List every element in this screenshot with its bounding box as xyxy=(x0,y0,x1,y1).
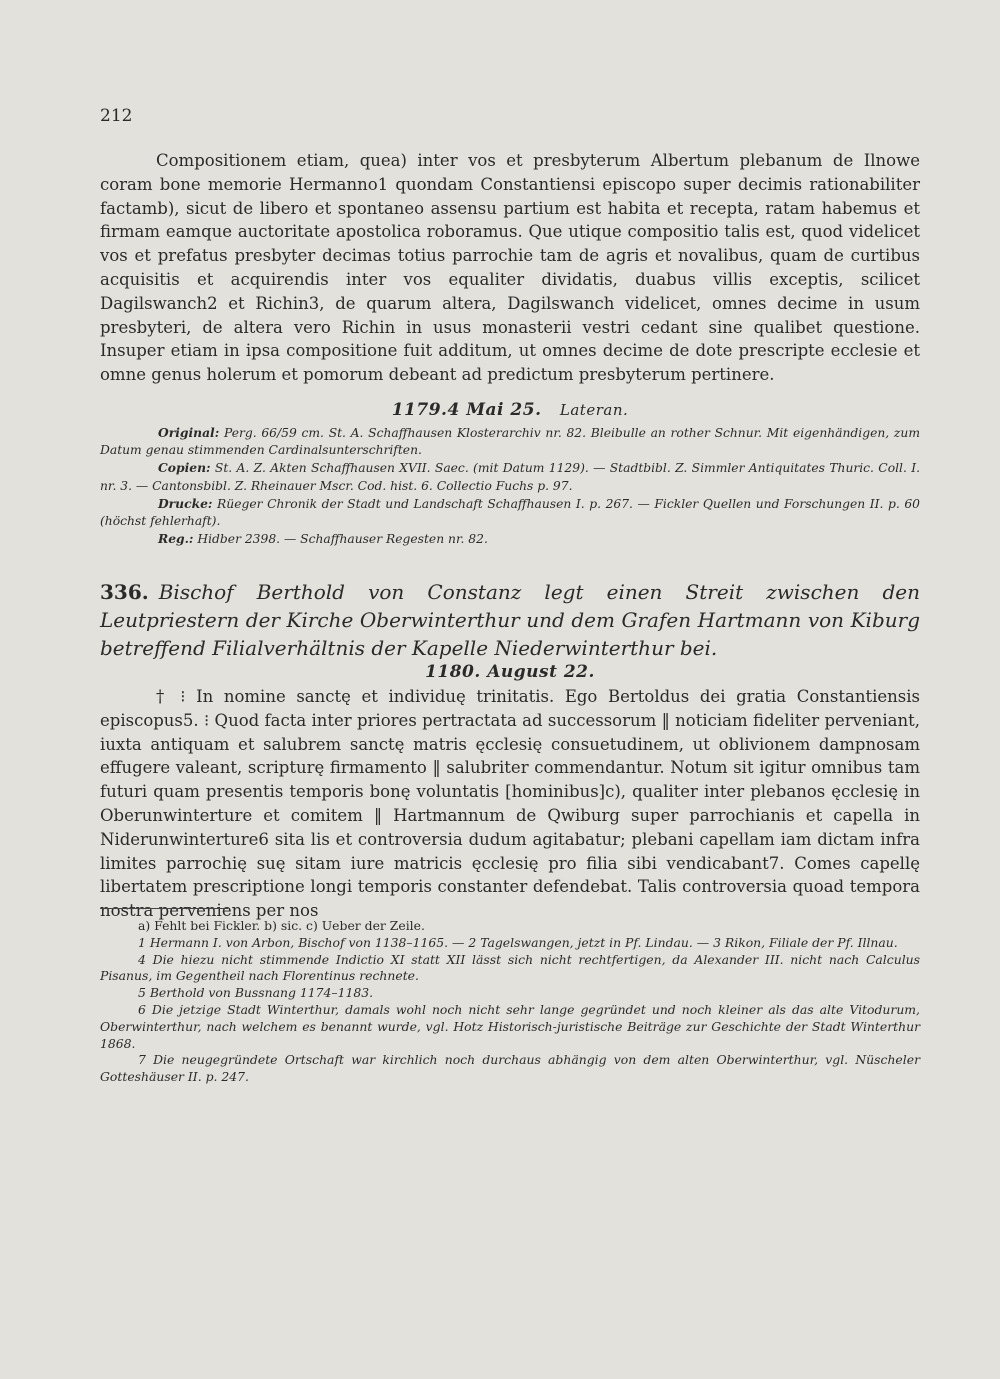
source-notes-1179 xyxy=(100,424,920,548)
footnote-6: 6 Die jetzige Stadt Winterthur, damals wohl noch nicht sehr lange gegründet und noch kleiner als das alte Vitodurum, Oberwinterthur, nach welchem es benannt wurde, vgl. Hotz Historisch-juristische Beiträge zur Geschichte der Stadt Winterthur 1868. xyxy=(100,1001,920,1051)
footnotes xyxy=(100,918,920,1086)
footnote-apparatus: a) Fehlt bei Fickler. b) sic. c) Ueber der Zeile. xyxy=(138,918,425,933)
page-number: 212 xyxy=(100,106,133,126)
document-title: Bischof Berthold von Constanz legt einen Streit zwischen den Leutpriestern der Kirche Oberwinterthur und dem Grafen Hartmann von Kiburg betreffend Filialverhältnis der Kapelle Niederwinterthur bei. xyxy=(100,580,920,660)
date-1179: 1179.4 Mai 25. xyxy=(391,400,542,420)
intro-paragraph: Compositionem etiam, quea) inter vos et presbyterum Albertum plebanum de Ilnowe coram bone memorie Hermanno1 quondam Constantiensi episcopo super decimis rationabiliter factamb), sicut de libero et spontaneo assensu partium est habita et recepta, ratam habemus et firmam eamque auctoritate apostolica roboramus. Que utique compositio talis est, quod videlicet vos et prefatus presbyter decimas totius parrochie tam de agris et novalibus, quam de curtibus acquisitis et acquirendis inter vos equaliter dividatis, duabus villis exceptis, scilicet Dagilswanch2 et Richin3, de quarum altera, Dagilswanch videlicet, omnes decime in usum presbyteri, de altera vero Richin in usus monasterii vestri cedant sine qualibet questione. Insuper etiam in ipsa compositione fuit additum, ut omnes decime de dote prescripte ecclesie et omne genus holerum et pomorum debeant ad predictum presbyterum pertinere. xyxy=(100,151,920,385)
note-drucke: Drucke: Rüeger Chronik der Stadt und Landschaft Schaffhausen I. p. 267. — Fickler Quellen und Forschungen II. p. 60 (höchst fehlerhaft). xyxy=(100,495,920,529)
document-number: 336. xyxy=(100,580,149,604)
date-line-1180 xyxy=(100,662,920,682)
date-line-1179 xyxy=(100,400,920,420)
footnote-1-3: 1 Hermann I. von Arbon, Bischof von 1138–1165. — 2 Tagelswangen, jetzt in Pf. Lindau. — 3 Rikon, Filiale der Pf. Illnau. xyxy=(138,934,898,950)
footnote-4: 4 Die hiezu nicht stimmende Indictio XI statt XII lässt sich nicht rechtfertigen, da Alexander III. nicht nach Calculus Pisanus, im Gegentheil nach Florentinus rechnete. xyxy=(100,951,920,984)
note-copien: Copien: St. A. Z. Akten Schaffhausen XVII. Saec. (mit Datum 1129). — Stadtbibl. Z. Simmler Antiquitates Thuric. Coll. I. nr. 3. — Cantonsbibl. Z. Rheinauer Mscr. Cod. hist. 6. Collectio Fuchs p. 97. xyxy=(100,460,920,493)
note-original: Original: Perg. 66/59 cm. St. A. Schaffhausen Klosterarchiv nr. 82. Bleibulle an rother Schnur. Mit eigenhändigen, zum Datum genau stimmenden Cardinalsunterschriften. xyxy=(100,425,920,458)
date-1180: 1180. August 22. xyxy=(425,662,595,682)
place-1179: Lateran. xyxy=(559,401,629,419)
footnote-separator xyxy=(100,908,228,909)
footnote-7: 7 Die neugegründete Ortschaft war kirchlich noch durchaus abhängig von dem alten Oberwinterthur, vgl. Nüscheler Gotteshäuser II. p. 247. xyxy=(100,1052,920,1085)
document-heading-336 xyxy=(100,578,920,662)
footnote-5: 5 Berthold von Bussnang 1174–1183. xyxy=(138,985,374,1001)
note-reg: Reg.: Hidber 2398. — Schaffhauser Regesten nr. 82. xyxy=(158,531,488,547)
charter-text-1180: † ⁝ In nomine sanctę et individuę trinitatis. Ego Bertoldus dei gratia Constantiensis episcopus5. ⁝ Quod facta inter priores pertractata ad successorum ‖ noticiam fideliter perveniant, iuxta antiquam et salubrem sanctę matris ęcclesię consuetudinem, ut oblivionem dampnosam effugere valeant, scripturę firmamento ‖ salubriter commendantur. Notum sit igitur omnibus tam futuri quam presentis temporis bonę voluntatis [hominibus]c), qualiter inter plebanos ęcclesię in Oberunwinterture et comitem ‖ Hartmannum de Qwiburg super parrochianis et capella in Niderunwinterture6 sita lis et controversia dudum agitabatur; plebani capellam iam dictam infra limites parrochię suę sitam iure matricis ęcclesię pro filia sibi vendicabant7. Comes capellę libertatem prescriptione longi temporis constanter defendebat. Talis controversia quoad tempora nostra perveniens per nos xyxy=(100,687,920,921)
